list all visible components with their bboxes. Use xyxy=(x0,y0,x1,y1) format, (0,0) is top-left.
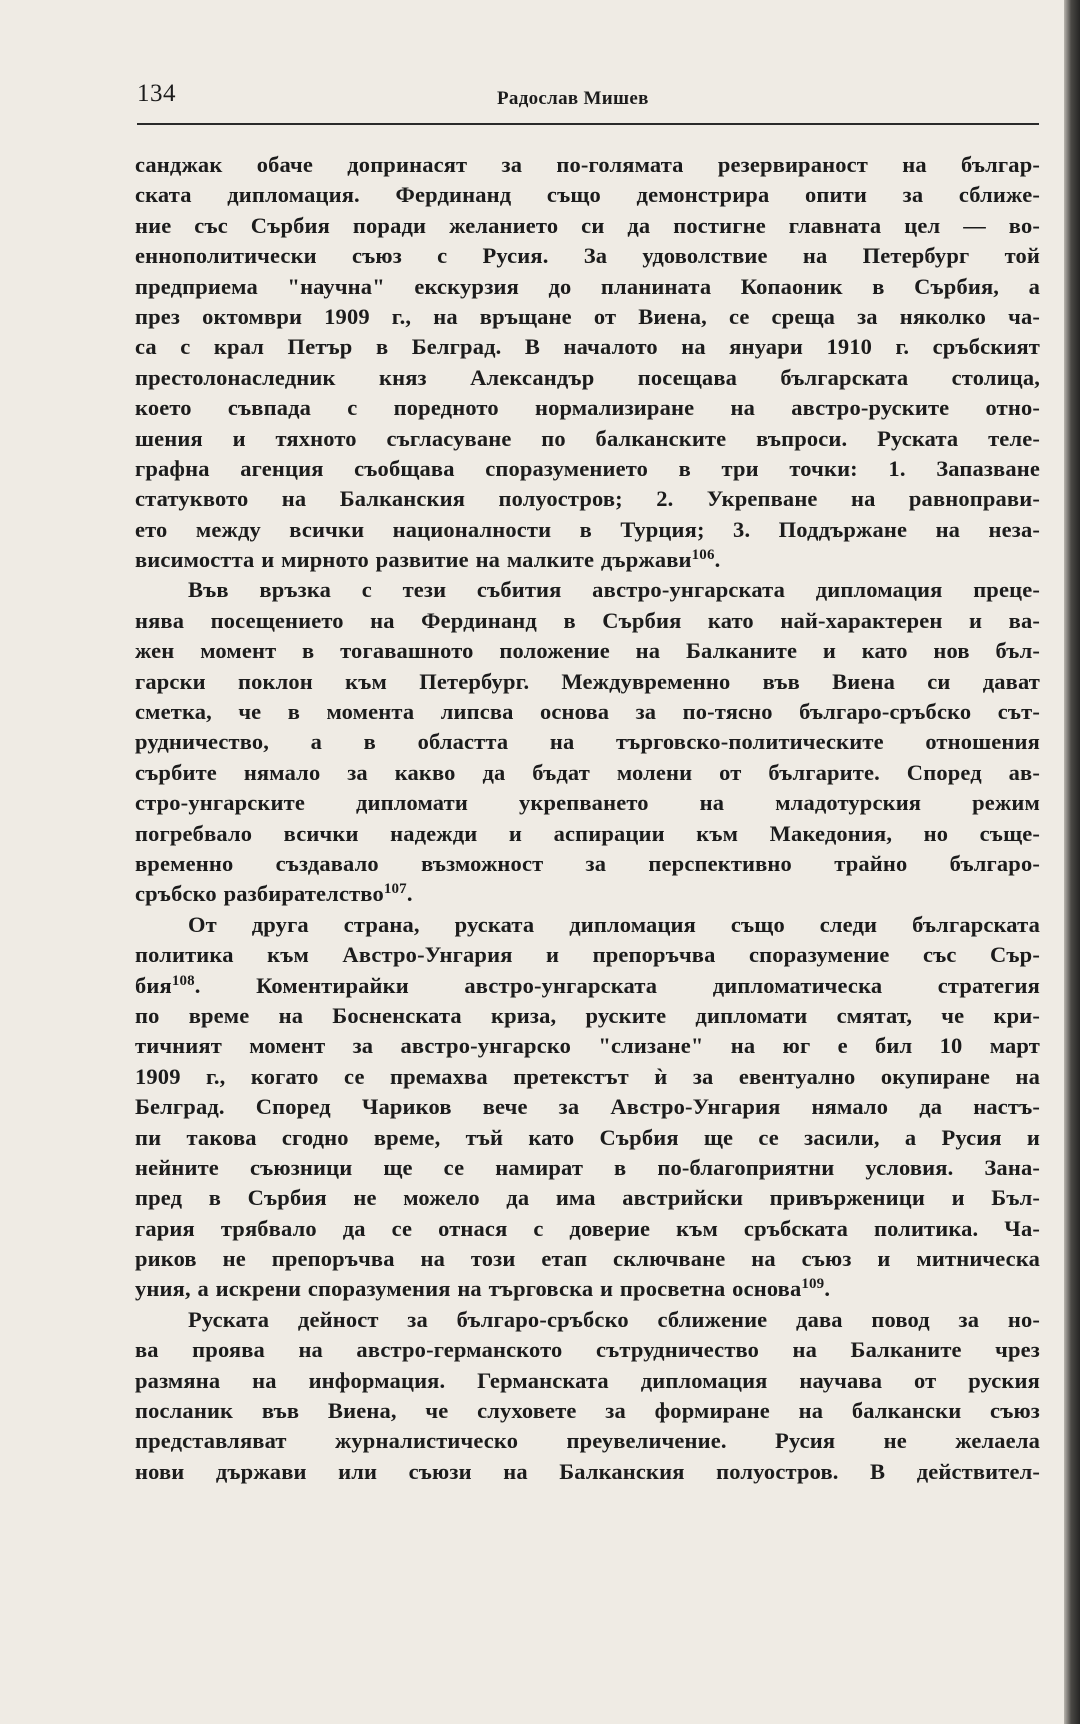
footnote-ref-108: 108 xyxy=(171,972,195,989)
text-line xyxy=(135,545,1040,575)
text-line: рудничество, а в областта на търговско-политическите отношения xyxy=(135,729,1040,755)
footnote-ref-106: 106 xyxy=(691,547,715,564)
text-line: са с крал Петър в Белград. В началото на януари 1910 г. сръбският xyxy=(135,334,1040,360)
text-line: еннополитически съюз с Русия. За удоволствие на Петербург той xyxy=(135,243,1040,269)
text-line: през октомври 1909 г., на връщане от Виена, се среща за няколко ча- xyxy=(135,303,1040,329)
text-line: Във връзка с тези събития австро-унгарската дипломация преце- xyxy=(188,577,1040,603)
text-line: нови държави или съюзи на Балканския полуостров. В действител- xyxy=(135,1458,1040,1484)
text-line: графна агенция съобщава споразумението в три точки: 1. Запазване xyxy=(135,455,1040,481)
text-line: сметка, че в момента липсва основа за по-тясно българо-сръбско сът- xyxy=(135,699,1040,725)
text-line: политика към Австро-Унгария и препоръчва споразумение със Сър- xyxy=(135,942,1040,968)
text-line: представляват журналистическо преувеличение. Русия не желаела xyxy=(135,1428,1040,1454)
text-line: нява посещението на Фердинанд в Сърбия като най-характерен и ва- xyxy=(135,607,1040,633)
text-line: 1909 г., когато се премахва претекстът ѝ за евентуално окупиране на xyxy=(135,1063,1040,1089)
text-line: пред в Сърбия не можело да има австрийски привърженици и Бъл- xyxy=(135,1185,1040,1211)
text-line: жен момент в тогавашното положение на Балканите и като нов бъл- xyxy=(135,638,1040,664)
text-line: От друга страна, руската дипломация също следи българската xyxy=(188,911,1040,937)
text-line: нейните съюзници ще се намират в по-благоприятни условия. Зана- xyxy=(135,1154,1040,1180)
text-segment: сръбско разбирателство xyxy=(135,881,384,907)
page-number: 134 xyxy=(137,80,176,107)
text-segment: . xyxy=(714,547,721,573)
text-line: предприема "научна" екскурзия до планината Копаоник в Сърбия, а xyxy=(135,273,1040,299)
text-line: което съвпада с поредното нормализиране на австро-руските отно- xyxy=(135,395,1040,421)
text-line: статуквото на Балканския полуостров; 2. Укрепване на равноправи- xyxy=(135,486,1040,512)
header-rule xyxy=(137,123,1039,125)
text-line: ската дипломация. Фердинанд също демонстрира опити за сближе- xyxy=(135,182,1040,208)
text-line: по време на Босненската криза, руските дипломати смятат, че кри- xyxy=(135,1002,1040,1028)
text-line xyxy=(135,1274,1040,1304)
text-segment: бия xyxy=(135,972,172,998)
text-line: посланик във Виена, че слуховете за формиране на балкански съюз xyxy=(135,1398,1040,1424)
text-line: Белград. Според Чариков вече за Австро-Унгария нямало да настъ- xyxy=(135,1094,1040,1120)
text-line: престолонаследник княз Александър посещава българската столица, xyxy=(135,364,1040,390)
text-line: риков не препоръчва на този етап сключване на съюз и митническа xyxy=(135,1246,1040,1272)
text-line: стро-унгарските дипломати укрепването на младотурския режим xyxy=(135,790,1040,816)
page-header xyxy=(137,78,1039,124)
text-segment: уния, а искрени споразумения на търговска и просветна основа xyxy=(135,1276,802,1302)
text-line: погребвало всички надежди и аспирации към Македония, но съще- xyxy=(135,820,1040,846)
text-segment: . Коментирайки австро-унгарската дипломатическа стратегия xyxy=(194,972,1040,998)
text-line: временно създавало възможност за перспективно трайно българо- xyxy=(135,850,1040,876)
running-head: Радослав Мишев xyxy=(497,88,649,109)
footnote-ref-109: 109 xyxy=(801,1276,825,1293)
text-segment: . xyxy=(406,881,413,907)
text-line: ва проява на австро-германското сътрудничество на Балканите чрез xyxy=(135,1337,1040,1363)
text-line xyxy=(135,879,1040,909)
footnote-ref-107: 107 xyxy=(383,881,407,898)
text-line: гария трябвало да се отнася с доверие към сръбската политика. Ча- xyxy=(135,1215,1040,1241)
text-line: ние със Сърбия поради желанието си да постигне главната цел — во- xyxy=(135,212,1040,238)
text-line xyxy=(135,971,1040,1001)
body-text xyxy=(135,150,1040,1487)
text-line: пи такова сгодно време, тъй като Сърбия ще се засили, а Русия и xyxy=(135,1124,1040,1150)
text-line: размяна на информация. Германската дипломация научава от руския xyxy=(135,1367,1040,1393)
text-line: ето между всички националности в Турция; 3. Поддържане на неза- xyxy=(135,516,1040,542)
text-line: тичният момент за австро-унгарско "слизане" на юг е бил 10 март xyxy=(135,1033,1040,1059)
text-segment: . xyxy=(824,1276,831,1302)
text-line: санджак обаче допринасят за по-голямата резервираност на българ- xyxy=(135,152,1040,177)
text-line: сърбите нямало за какво да бъдат молени от българите. Според ав- xyxy=(135,759,1040,785)
text-segment: висимостта и мирното развитие на малките държави xyxy=(135,547,692,573)
text-line: шения и тяхното съгласуване по балканските въпроси. Руската теле- xyxy=(135,425,1040,451)
text-line: гарски поклон към Петербург. Междувременно във Виена си дават xyxy=(135,668,1040,694)
page-edge-shadow xyxy=(1064,0,1080,1724)
text-line: Руската дейност за българо-сръбско сближение дава повод за но- xyxy=(188,1306,1040,1332)
